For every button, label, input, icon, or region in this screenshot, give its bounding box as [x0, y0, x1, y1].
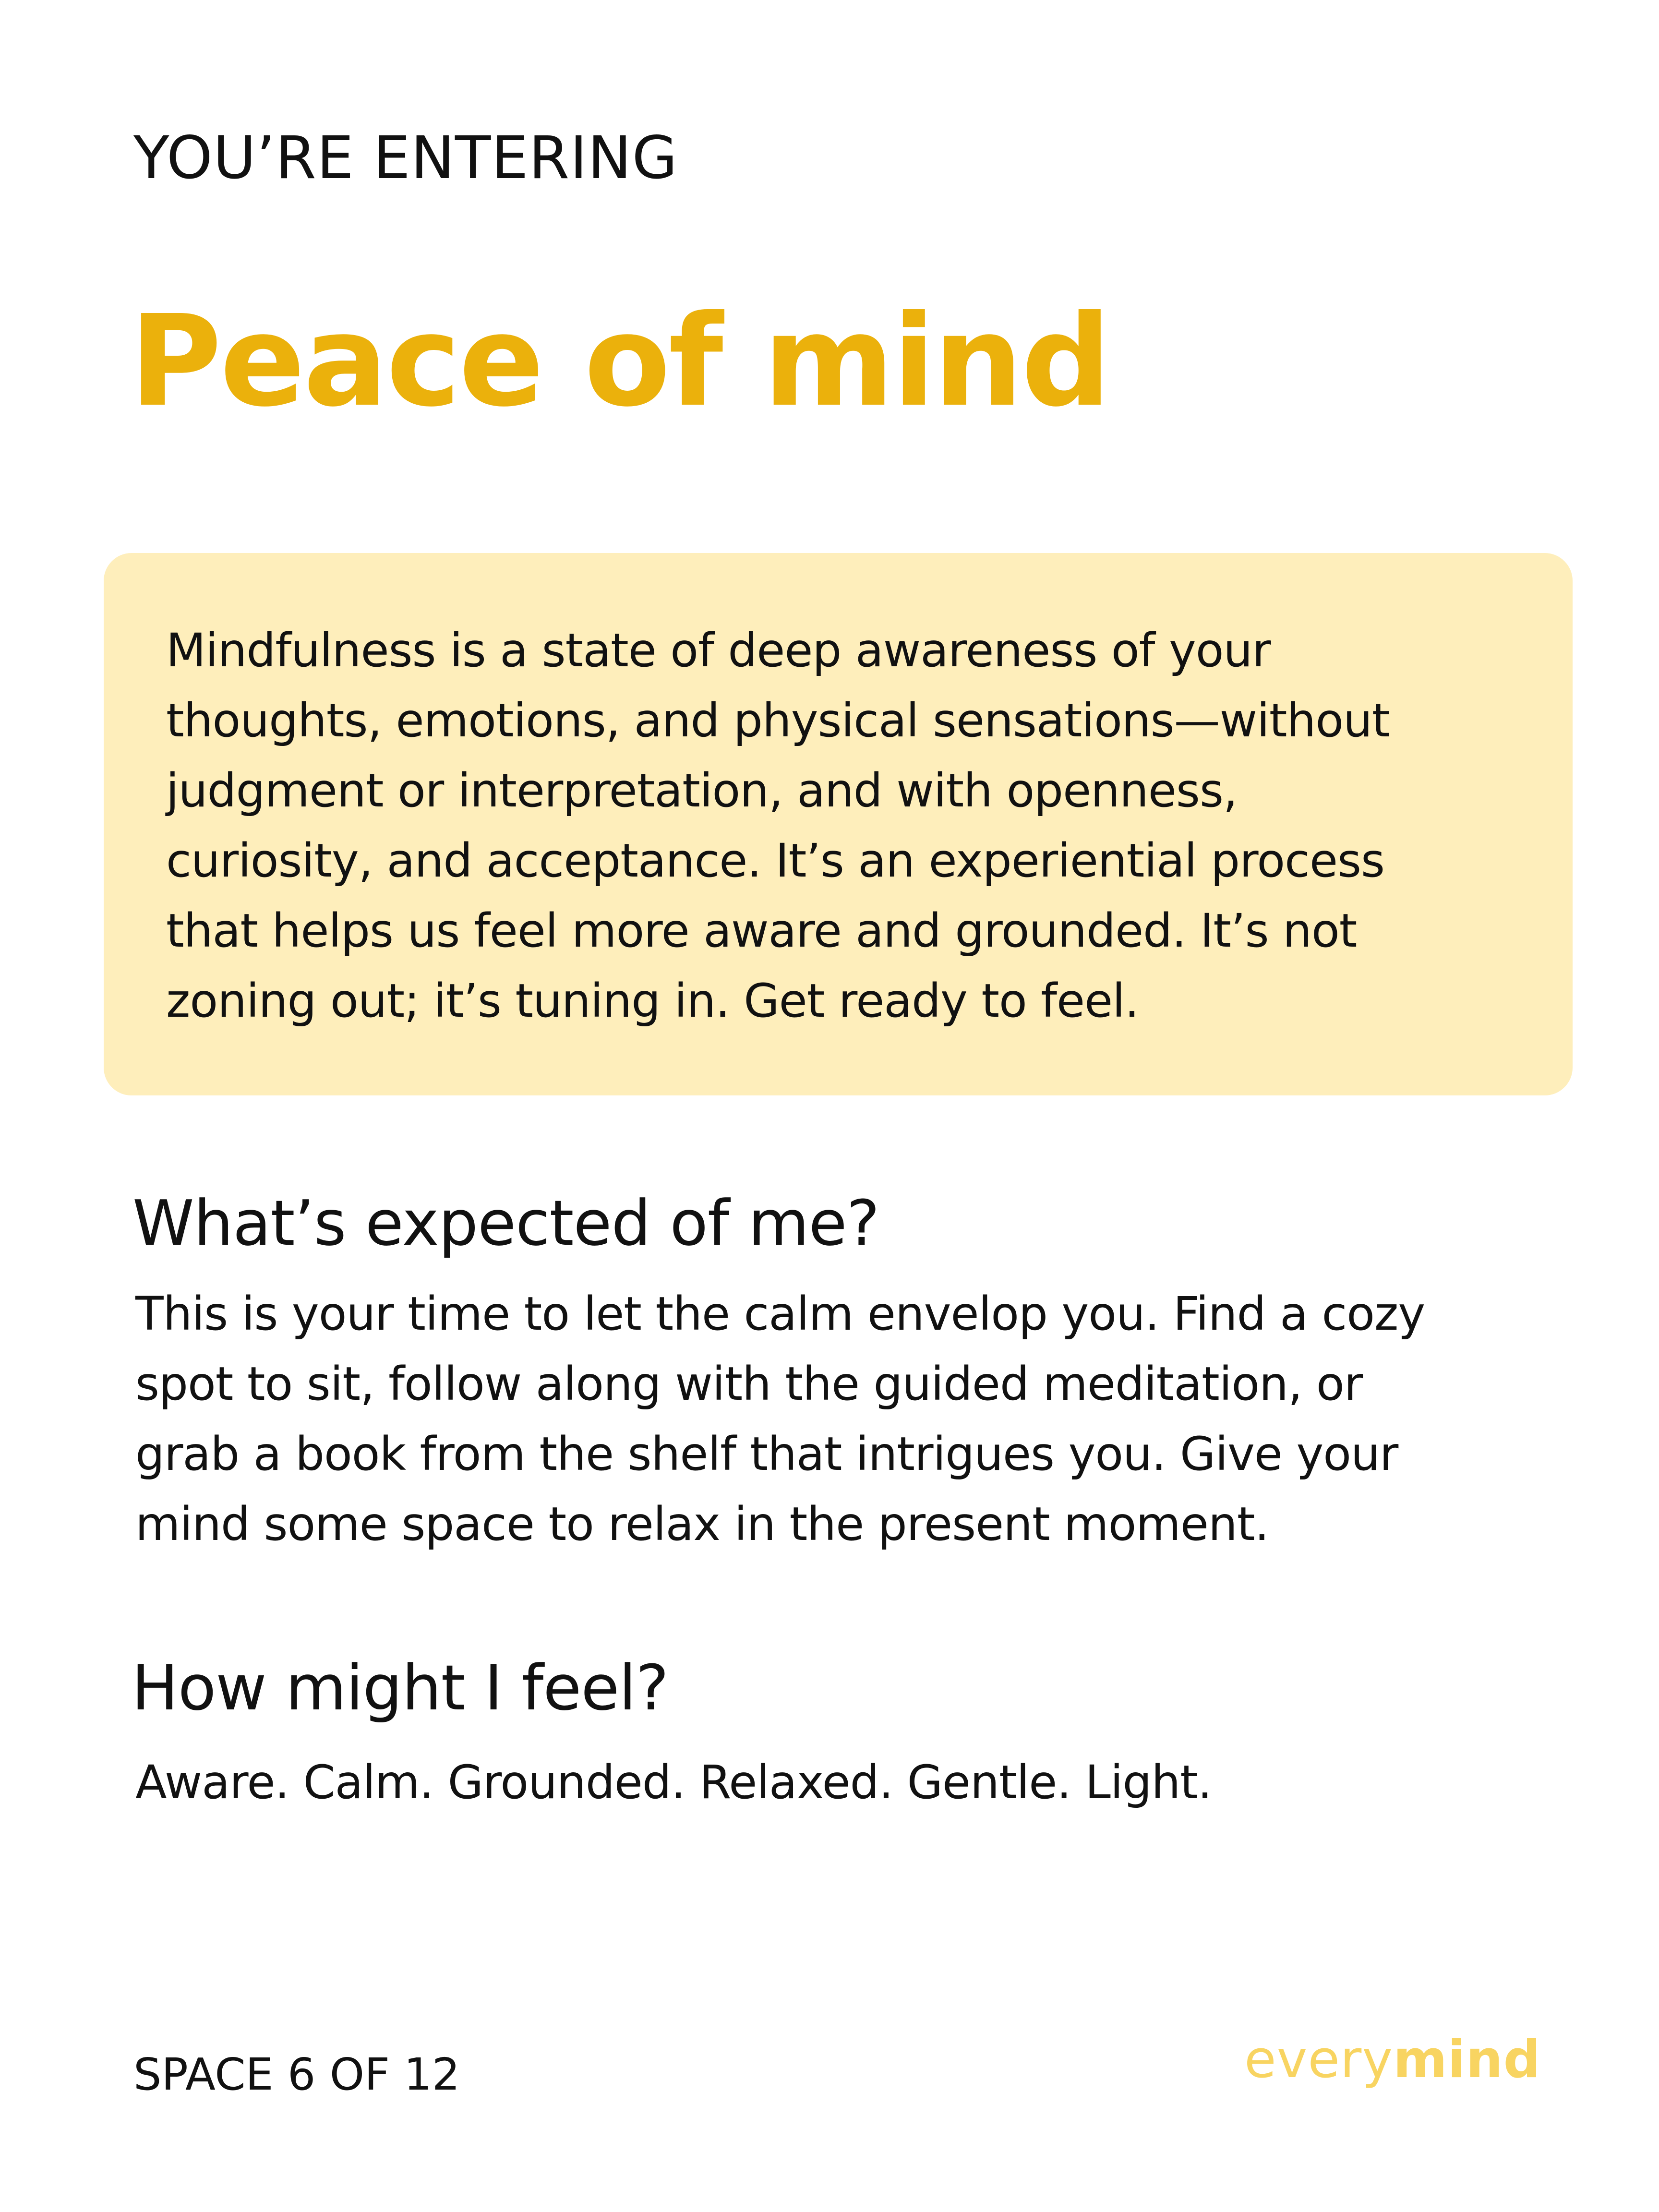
logo-every: every — [1244, 2030, 1394, 2090]
space-counter: SPACE 6 OF 12 — [133, 2049, 460, 2100]
eyebrow-label: YOU’RE ENTERING — [133, 124, 678, 192]
logo-mind: mind — [1393, 2030, 1541, 2090]
feel-heading: How might I feel? — [132, 1651, 669, 1724]
mindfulness-callout — [104, 553, 1573, 1095]
page-title: Peace of mind — [130, 288, 1109, 434]
everymind-logo — [1244, 2030, 1541, 2090]
expected-heading: What’s expected of me? — [132, 1187, 879, 1260]
expected-body: This is your time to let the calm envelop you. Find a cozy spot to sit, follow along with the guided meditation, or grab a book from the shelf that intrigues you. Give your mind some space to relax in the present moment. — [135, 1287, 1425, 1551]
callout-text: Mindfulness is a state of deep awareness of your thoughts, emotions, and physical sensations—without judgment or interpretation, and with openness, curiosity, and acceptance. It’s an experiential process that helps us feel more aware and grounded. It’s not zoning out; it’s tuning in. Get ready to feel. — [166, 624, 1390, 1028]
feel-body: Aware. Calm. Grounded. Relaxed. Gentle. Light. — [135, 1755, 1212, 1809]
